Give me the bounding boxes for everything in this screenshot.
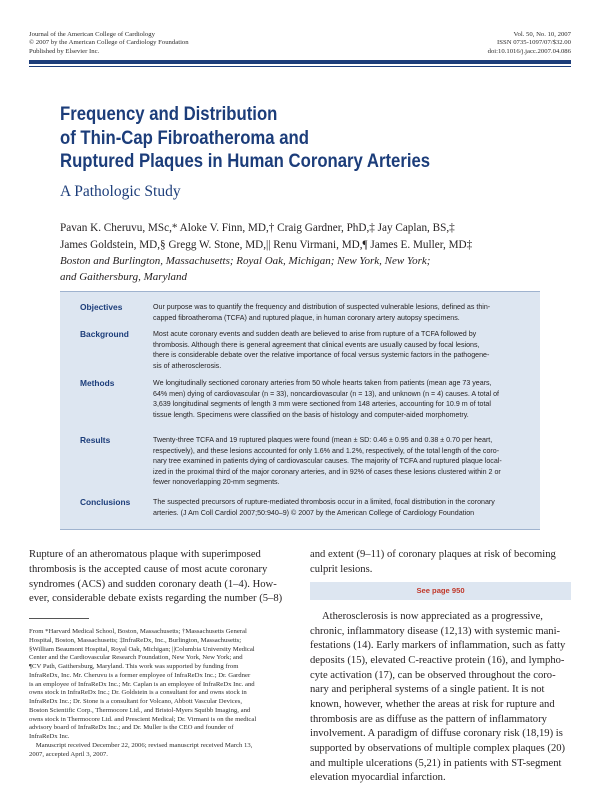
abstract-line: arteries. (J Am Coll Cardiol 2007;50:940–9) © 2007 by the American College of Cardiology Foundation (153, 508, 475, 517)
affiliation-line-2: and Gaithersburg, Maryland (60, 270, 188, 283)
abstract-line: there is considerable debate over the relative importance of focal versus systemic factors in the pathogene- (153, 351, 490, 359)
header-rule-thin (29, 66, 571, 67)
abstract-label: Methods (80, 378, 115, 388)
doi-link[interactable]: doi:10.1016/j.jacc.2007.04.086 (487, 47, 571, 55)
abstract-label: Results (80, 435, 111, 445)
footnote-line: Hospital, Boston, Massachusetts; ‡InfraReDx, Inc., Burlington, Massachusetts; (29, 636, 242, 644)
abstract-line: The suspected precursors of rupture-mediated thrombosis occur in a limited, focal distribution in the coronary (153, 498, 495, 506)
body-line: and extent (9–11) of coronary plaques at risk of becoming (310, 549, 556, 560)
affiliation-footnote (29, 628, 291, 759)
body-line: culprit lesions. (310, 563, 373, 575)
abstract-text (153, 378, 545, 420)
author-list (60, 220, 472, 253)
footnote-line: Center and the Cardiovascular Research Foundation, New York, New York; and (29, 654, 243, 662)
author-line-1: Pavan K. Cheruvu, MSc,* Aloke V. Finn, MD,† Craig Gardner, PhD,‡ Jay Caplan, BS,‡ (60, 222, 455, 234)
footnote-line: From *Harvard Medical School, Boston, Massachusetts; †Massachusetts General (29, 628, 247, 635)
abstract-label: Background (80, 329, 129, 339)
journal-name: Journal of the American College of Cardiology (29, 31, 155, 38)
abstract-line: Twenty-three TCFA and 19 ruptured plaques were found (mean ± SD: 0.46 ± 0.95 and 0.38 ± 0.70 per heart, (153, 436, 493, 444)
header-rule-thick (29, 60, 571, 64)
body-line: known, however, whether the areas at risk for rupture and (310, 698, 555, 710)
footnote-line: owns stock in InfraReDx Inc.; Dr. Goldstein is a consultant for and owns stock in (29, 689, 247, 697)
abstract-line: Most acute coronary events and sudden death are believed to arise from rupture of a TCFA followed by (153, 330, 477, 338)
see-page-link[interactable]: See page 950 (310, 582, 571, 600)
abstract-text (153, 302, 545, 323)
body-line: thrombosis are as diffuse as the pattern of inflammatory (310, 713, 547, 725)
issn-line: ISSN 0735-1097/07/$32.00 (497, 39, 571, 47)
body-line: syndromes (ACS) and sudden coronary death (1–4). How- (29, 578, 277, 590)
abstract-text (153, 435, 545, 488)
abstract-label: Objectives (80, 302, 123, 312)
footnote-line: Manuscript received December 22, 2006; revised manuscript received March 13, (29, 741, 253, 749)
structured-abstract (60, 291, 540, 530)
body-line: Rupture of an atheromatous plaque with superimposed (29, 549, 261, 560)
footnote-line: Boston Scientific Corp., Thermocore Ltd., and Bristol-Myers Squibb Imaging, and (29, 706, 251, 714)
abstract-line: 64% men) dying of cardiovascular (n = 33), noncardiovascular (n = 13), and unknown (n = 4) causes. A total of (153, 389, 500, 398)
body-line: deposits (15), elevated C-reactive protein (16), and lympho- (310, 654, 565, 666)
abstract-label: Conclusions (80, 497, 131, 507)
footnote-line: owns stock in Thermocore Ltd. and Prescient Medical; Dr. Virmani is on the medical (29, 715, 257, 723)
abstract-line: 3,639 longitudinal segments of length 3 mm were sectioned from 148 arteries, accounting for 10.9 m of total (153, 400, 491, 408)
author-line-2: James Goldstein, MD,§ Gregg W. Stone, MD,|| Renu Virmani, MD,¶ James E. Muller, MD‡ (60, 238, 473, 251)
abstract-line: tissue length. Specimens were classified on the basis of histology and computer-aided morphometry. (153, 410, 469, 419)
abstract-line: sis of atherosclerosis. (153, 361, 222, 370)
abstract-line: capped fibroatheroma (TCFA) and ruptured plaque, in human coronary artery autopsy specimens. (153, 313, 460, 322)
abstract-line: nary tree examined in patients dying of cardiovascular causes. The majority of TCFA and ruptured plaque local- (153, 457, 502, 465)
body-line: Atherosclerosis is now appreciated as a progressive, (322, 611, 543, 622)
affiliations (60, 254, 430, 285)
footnote-line: ¶CV Path, Gaithersburg, Maryland. This work was supported by funding from (29, 663, 239, 670)
abstract-text (153, 329, 545, 371)
body-line: and multiple ulcerations (5,21) in patients with ST-segment (310, 757, 562, 769)
copyright-line: © 2007 by the American College of Cardiology Foundation (29, 39, 189, 47)
footnote-line: 2007, accepted April 3, 2007. (29, 750, 108, 758)
abstract-line: ized in the proximal third of the major coronary arteries, and in 92% of cases these lesions clustered within 2 or (153, 467, 501, 476)
volume-line: Vol. 50, No. 10, 2007 (513, 31, 571, 38)
body-line: thrombosis is the accepted cause of most acute coronary (29, 563, 268, 575)
footnote-line: InfraReDx, Inc. Mr. Cheruvu is a former employee of InfraReDx Inc.; Dr. Gardner (29, 671, 251, 679)
article-subtitle: A Pathologic Study (60, 183, 181, 200)
title-line-3: Ruptured Plaques in Human Coronary Arteries (60, 151, 431, 172)
body-line: nary and peripheral systems of a single patient. It is not (310, 684, 545, 696)
body-line: chronic, inflammatory disease (12,13) with systemic mani- (310, 625, 561, 637)
body-column-left (29, 548, 290, 607)
footnote-line: advisory board of InfraReDx Inc.; and Dr. Muller is the CEO and founder of (29, 724, 234, 732)
body-column-right (310, 610, 571, 786)
abstract-line: respectively), and these lesions accounted for only 1.6% and 1.2%, respectively, of the total length of the coro- (153, 446, 500, 455)
publisher-line: Published by Elsevier Inc. (29, 47, 100, 55)
body-line: involvement. A paradigm of diffuse coronary risk (18,19) is (310, 728, 563, 740)
body-line: ever, considerable debate exists regarding the number (5–8) (29, 593, 283, 605)
journal-header-right (488, 31, 571, 56)
abstract-line: fewer nonoverlapping 20-mm segments. (153, 478, 280, 486)
abstract-text (153, 497, 545, 518)
title-line-2: of Thin-Cap Fibroatheroma and (60, 127, 309, 149)
abstract-line: Our purpose was to quantify the frequency and distribution of suspected vulnerable lesions, defined as thin- (153, 303, 491, 311)
title-line-1: Frequency and Distribution (60, 104, 278, 125)
body-line: cyte activation (17), can be observed throughout the coro- (310, 669, 556, 681)
footnote-rule (29, 618, 89, 619)
journal-header-left (29, 31, 189, 56)
body-column-right-top (310, 548, 571, 578)
affiliation-line-1: Boston and Burlington, Massachusetts; Royal Oak, Michigan; New York, New York; (60, 255, 431, 267)
abstract-line: thrombosis. Although there is general agreement that clinical events are usually caused by focal lesions, (153, 340, 480, 349)
footnote-line: InfraReDx Inc. (29, 733, 70, 740)
body-line: supported by observations of multiple complex plaques (20) (310, 742, 566, 754)
footnote-line: InfraReDx Inc.; Dr. Stone is a consultant for Volcano, Abbott Vascular Devices, (29, 698, 243, 705)
footnote-line: §William Beaumont Hospital, Royal Oak, Michigan; ||Columbia University Medical (29, 645, 255, 653)
footnote-line: is an employee of InfraReDx Inc.; Mr. Caplan is an employee of InfraReDx Inc. and (29, 680, 255, 688)
body-line: festations (14). Early markers of inflammation, such as fatty (310, 640, 566, 652)
article-title (60, 103, 430, 174)
abstract-line: We longitudinally sectioned coronary arteries from 50 whole hearts taken from patients (mean age 73 years, (153, 379, 492, 387)
body-line: elevation myocardial infarction. (310, 772, 446, 784)
